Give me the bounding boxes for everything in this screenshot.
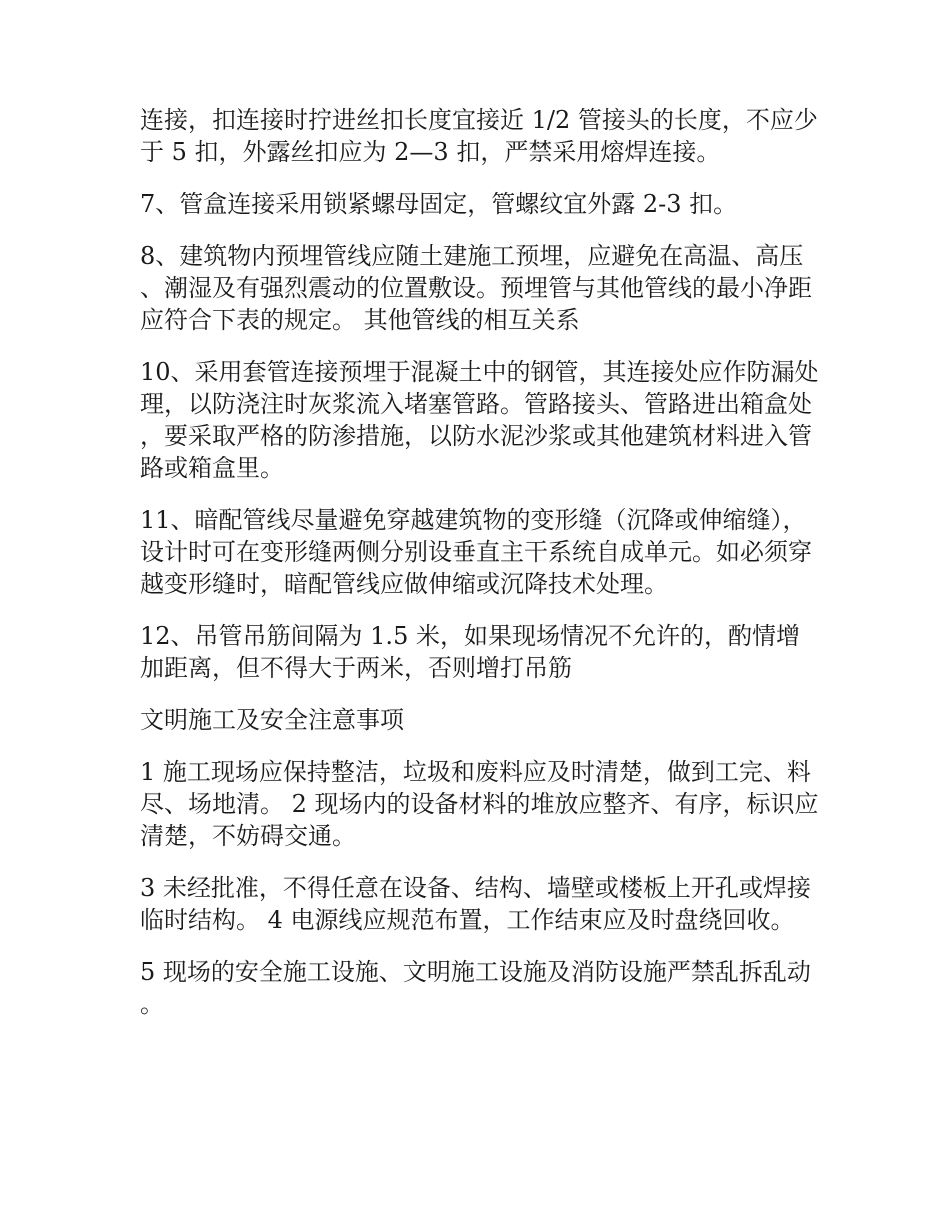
paragraph-item-12: 12、吊管吊筋间隔为 1.5 米，如果现场情况不允许的，酌情增加距离，但不得大于两米，否则增打吊筋 [140,622,800,682]
section-heading-safety: 文明施工及安全注意事项 [140,706,404,734]
paragraph-item-10: 10、采用套管连接预埋于混凝土中的钢管，其连接处应作防漏处理，以防浇注时灰浆流入堵塞管路。管路接头、管路进出箱盒处，要采取严格的防渗措施，以防水泥沙浆或其他建筑材料进入管路或箱盒里。 [140,358,819,482]
paragraph-pipe-connection: 连接，扣连接时拧进丝扣长度宜接近 1/2 管接头的长度，不应少于 5 扣，外露丝扣应为 2—3 扣，严禁采用熔焊连接。 [140,106,818,166]
paragraph-item-11: 11、暗配管线尽量避免穿越建筑物的变形缝（沉降或伸缩缝），设计时可在变形缝两侧分别设垂直主干系统自成单元。如必须穿越变形缝时，暗配管线应做伸缩或沉降技术处理。 [140,506,812,598]
paragraph-item-8: 8、建筑物内预埋管线应随土建施工预埋，应避免在高温、高压、潮湿及有强烈震动的位置敷设。预埋管与其他管线的最小净距应符合下表的规定。 其他管线的相互关系 [140,242,812,334]
paragraph-safety-5: 5 现场的安全施工设施、文明施工设施及消防设施严禁乱拆乱动。 [140,958,811,1018]
paragraph-item-7: 7、管盒连接采用锁紧螺母固定，管螺纹宜外露 2-3 扣。 [140,190,738,218]
document-body [140,104,820,1040]
paragraph-safety-1-2: 1 施工现场应保持整洁，垃圾和废料应及时清楚，做到工完、料尽、场地清。 2 现场内的设备材料的堆放应整齐、有序，标识应清楚，不妨碍交通。 [140,758,819,850]
paragraph-safety-3-4: 3 未经批准，不得任意在设备、结构、墙壁或楼板上开孔或焊接临时结构。 4 电源线应规范布置，工作结束应及时盘绕回收。 [140,874,811,934]
